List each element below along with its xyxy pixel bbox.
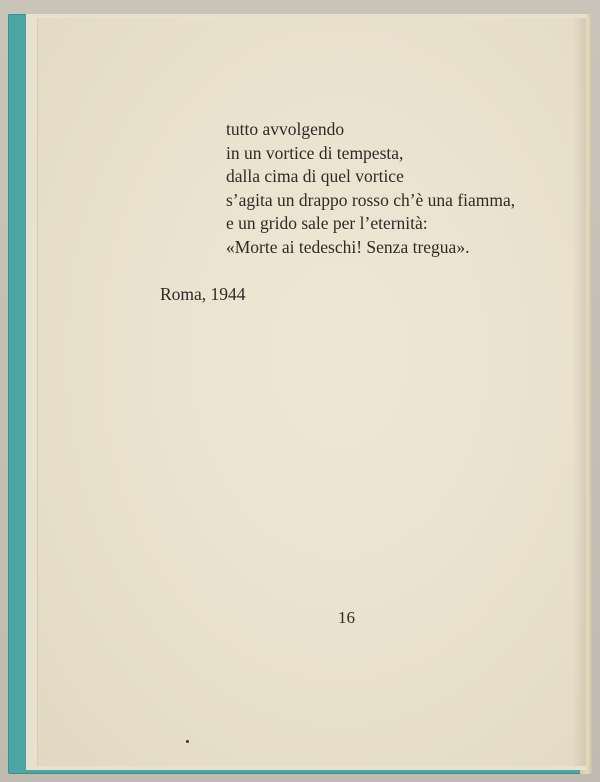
poem-line: dalla cima di quel vortice	[226, 166, 404, 186]
poem-stanza	[226, 118, 515, 259]
poem-line: in un vortice di tempesta,	[226, 142, 404, 163]
book-page	[38, 18, 586, 766]
place-date: Roma, 1944	[160, 284, 246, 304]
poem-line: «Morte ai tedeschi! Senza tregua».	[226, 236, 470, 257]
page-number: 16	[338, 608, 355, 627]
poem-line: s’agita un drappo rosso ch’è una fiamma,	[226, 189, 516, 210]
paper-speck	[186, 740, 189, 743]
poem-line: e un grido sale per l’eternità:	[226, 213, 428, 233]
poem-line: tutto avvolgendo	[226, 119, 345, 139]
